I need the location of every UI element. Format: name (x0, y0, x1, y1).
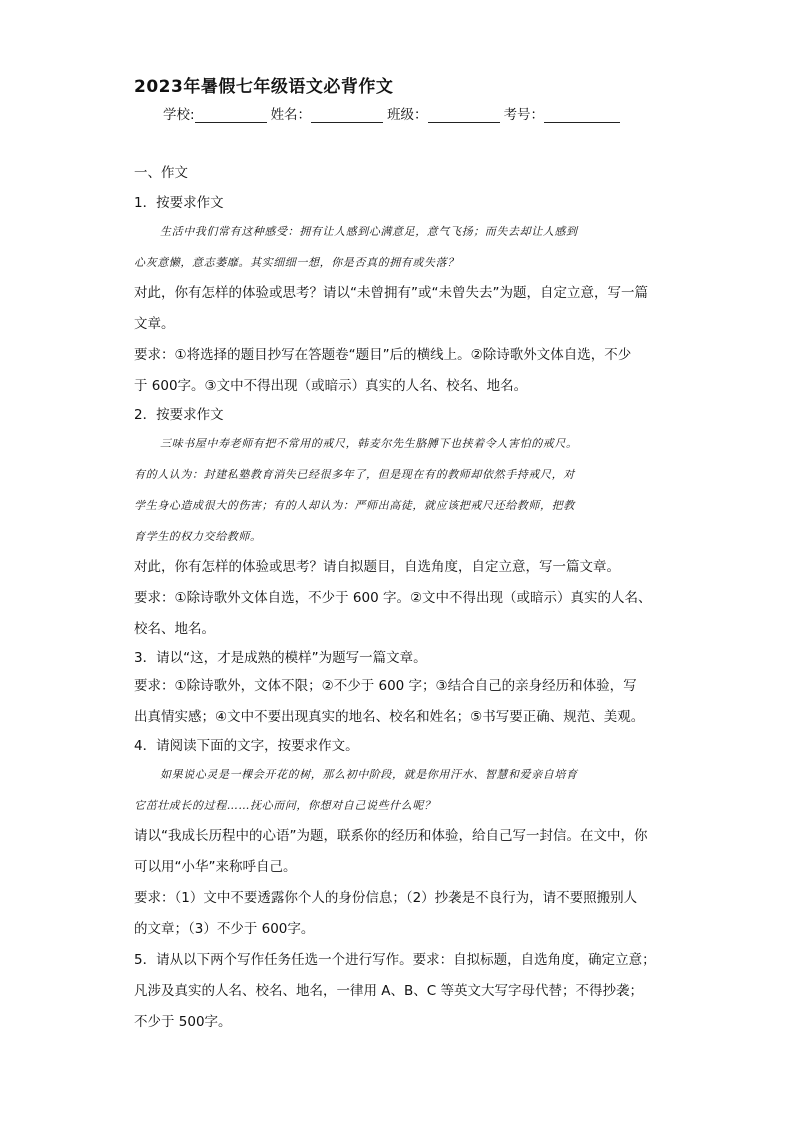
exam-number-label: 考号： (503, 107, 545, 123)
body-line: 对此，你有怎样的体验或思考？请自拟题目，自选角度，自定立意，写一篇文章。 (134, 559, 620, 575)
question-5 (134, 945, 674, 1038)
body-line: 的文章；（3）不少于 600字。 (134, 921, 315, 937)
question-heading: 4．请阅读下面的文字，按要求作文。 (134, 738, 359, 754)
prompt-line: 它茁壮成长的过程……抚心而问，你想对自己说些什么呢？ (134, 799, 436, 812)
body-line: 要求：①将选择的题目抄写在答题卷“题目”后的横线上。②除诗歌外文体自选，不少 (134, 347, 632, 363)
question-heading: 1．按要求作文 (134, 195, 224, 211)
prompt-line: 如果说心灵是一棵会开花的树，那么初中阶段，就是你用汗水、智慧和爱亲自培育 (160, 768, 578, 781)
question-1 (134, 190, 674, 402)
name-blank[interactable] (311, 108, 383, 123)
class-label: 班级： (387, 107, 428, 123)
body-line: 校名、地名。 (134, 621, 215, 637)
question-heading: 5．请从以下两个写作任务任选一个进行写作。要求：自拟标题，自选角度，确定立意； (134, 952, 656, 968)
document-title: 2023年暑假七年级语文必背作文 (134, 77, 394, 97)
question-4 (134, 733, 674, 945)
prompt-line: 三味书屋中寿老师有把不常用的戒尺，韩麦尔先生胳膊下也挟着令人害怕的戒尺。 (160, 437, 578, 450)
body-line: 要求：①除诗歌外，文体不限；②不少于 600 字；③结合自己的亲身经历和体验，写 (134, 678, 637, 694)
document-content (134, 162, 674, 1038)
school-blank[interactable] (195, 108, 267, 123)
body-line: 要求：（1）文中不要透露你个人的身份信息；（2）抄袭是不良行为，请不要照搬别人 (134, 890, 638, 906)
body-line: 对此，你有怎样的体验或思考？请以“未曾拥有”或“未曾失去”为题，自定立意，写一篇 (134, 285, 648, 301)
class-blank[interactable] (428, 108, 500, 123)
prompt-line: 学生身心造成很大的伤害；有的人却认为：严师出高徒，就应该把戒尺还给教师，把教 (134, 499, 575, 512)
question-3 (134, 645, 674, 733)
body-line: 文章。 (134, 316, 175, 332)
question-heading: 2．按要求作文 (134, 407, 224, 423)
body-line: 可以用“小华”来称呼自己。 (134, 859, 297, 875)
student-info-line (163, 103, 624, 123)
body-line: 于 600字。③文中不得出现（或暗示）真实的人名、校名、地名。 (134, 378, 528, 394)
prompt-line: 心灰意懒，意志萎靡。其实细细一想，你是否真的拥有或失落？ (134, 256, 459, 269)
prompt-line: 生活中我们常有这种感受：拥有让人感到心满意足，意气飞扬；而失去却让人感到 (160, 225, 578, 238)
body-line: 凡涉及真实的人名、校名、地名，一律用 A、B、C 等英文大写字母代替；不得抄袭； (134, 983, 644, 999)
prompt-line: 育学生的权力交给教师。 (134, 530, 262, 543)
exam-number-blank[interactable] (544, 108, 620, 123)
question-heading: 3．请以“这，才是成熟的模样”为题写一篇文章。 (134, 650, 427, 666)
name-label: 姓名： (270, 107, 312, 123)
body-line: 请以“我成长历程中的心语”为题，联系你的经历和体验，给自己写一封信。在文中，你 (134, 828, 648, 844)
question-2 (134, 402, 674, 645)
school-label: 学校: (163, 107, 195, 123)
body-line: 不少于 500字。 (134, 1014, 232, 1030)
section-heading: 一、作文 (134, 165, 188, 181)
body-line: 要求：①除诗歌外文体自选，不少于 600 字。②文中不得出现（或暗示）真实的人名、 (134, 590, 652, 606)
prompt-line: 有的人认为：封建私塾教育消失已经很多年了，但是现在有的教师却依然手持戒尺，对 (134, 468, 575, 481)
body-line: 出真情实感；④文中不要出现真实的地名、校名和姓名；⑤书写要正确、规范、美观。 (134, 709, 645, 725)
